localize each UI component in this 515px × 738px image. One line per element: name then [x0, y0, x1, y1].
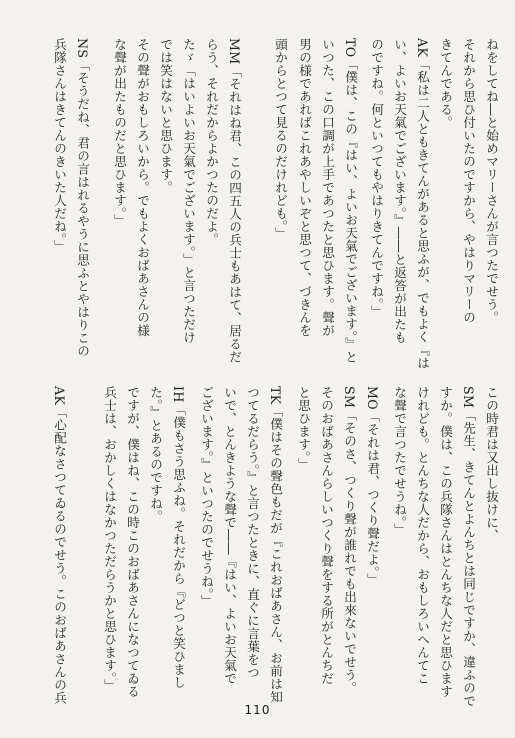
text-column: その聲がおもしろいから。でもよくおばあさんの様 [135, 38, 150, 337]
text-column: そのおばあさんらしいつくり聲をする所がとんちだ [319, 386, 334, 685]
text-column: いで、とんきような聲で――『はい、よいお天氣で [222, 386, 237, 685]
text-column: けれども。とんちな人だから、おもしろいへんてこ [415, 386, 430, 685]
text-column: な聲が出たものだと思ひます。」 [112, 38, 127, 227]
text-column: な聲で言つたでせうね。」 [392, 386, 407, 536]
page-number: 110 [244, 703, 271, 717]
text-column: 兵士は、おかしくはなかつただらうかと思ひます。」 [102, 386, 117, 692]
text-column: IH「僕もさう思ふね。それだから『どつと笑ひまし [171, 386, 186, 689]
text-column: MO「それは君、つくり聲だよ。」 [365, 386, 380, 586]
text-column: 男の様であればこれあやしいぞと思つて、づきんを [297, 38, 312, 337]
text-column: TO「僕は、この『はい、よいお天氣でございます。』と [343, 38, 358, 364]
text-column: のですね。何といつてもやはりきてんですね。」 [369, 38, 384, 318]
text-column: ですが、僕はね、この時このおばあさんになつてゐる [125, 386, 140, 698]
text-column: 頭からとつて見るのだけれども。」 [273, 38, 288, 240]
text-column: NS「そうだね、君の言はれるやうに思ふとやはりこの [75, 38, 90, 358]
text-column: つてるだらう。』と言つたときに、直ぐに言葉をつ [245, 386, 260, 679]
text-column: MM「それはね君、この四五人の兵士もあはて、居るだ [227, 38, 242, 364]
text-column: らう、それだからよかつたのだよ。 [204, 38, 219, 246]
text-column: と思ひます。」 [296, 386, 311, 471]
text-column: SM「先生、きてんとよんちとは同じですか、違ふので [461, 386, 476, 708]
text-column: AK「私は二人ともきてんがあると思ふが、でもよく『は [415, 38, 430, 370]
text-column: きてんである。 [438, 38, 453, 129]
text-column: では笑はないと思ひます。 [158, 38, 173, 194]
text-column: 兵隊さんはきてんのきいた人だね。」 [52, 38, 67, 253]
text-column: それから思ひ付いたのですから、やはりマリーの [461, 38, 476, 324]
text-column: ございます。』といつたのでせうね。」 [199, 386, 214, 608]
text-column: た。』とあるのですね。 [148, 386, 163, 523]
text-column: SM「そのさ、つくり聲が誰れでも出來ないでせう。 [342, 386, 357, 695]
text-column: いつた、この口調が上手であつたと思ひます。聲が [320, 38, 335, 337]
text-column: AK「心配なさつてゐるのでせう。このおばあさんの兵 [52, 386, 67, 705]
text-column: すか。僕は、この兵隊さんはとんちな人だと思ひます [438, 386, 453, 698]
text-column: い、よいお天氣でございます。』――と返答が出たも [392, 38, 407, 344]
text-column: ねをしてね―と始めマリーさんが言つたでせう。 [484, 38, 499, 324]
text-column: TK「僕はその聲色もだが『これおばあさん、お前は知 [268, 386, 283, 704]
text-column: この時君は又出し抜けに、 [484, 386, 499, 542]
text-column: たゞ「はいよいお天氣でございます。」と言つただけ [181, 38, 196, 344]
